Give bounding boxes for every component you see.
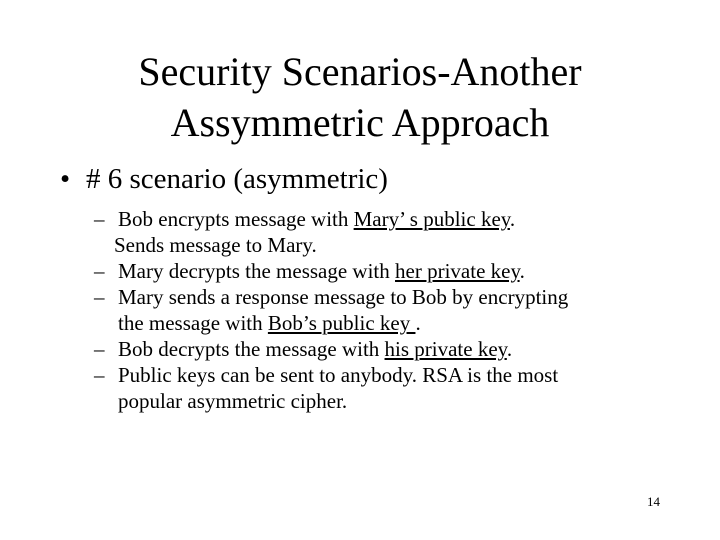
sub-item-text: . xyxy=(509,207,516,231)
sub-item-text: Mary sends a response message to Bob by encrypting xyxy=(118,285,569,309)
dash-marker: – xyxy=(94,207,105,231)
sub-item-text: Mary decrypts the message with xyxy=(118,259,396,283)
title-line-1: Security Scenarios-Another xyxy=(138,49,582,94)
sub-item-text: . xyxy=(415,311,421,335)
sub-item-text: popular asymmetric cipher. xyxy=(118,389,348,413)
underlined-key-text: her private key xyxy=(395,259,520,283)
slide-title xyxy=(60,46,660,148)
sub-item-text: . xyxy=(506,337,513,361)
sub-bullet-list xyxy=(90,206,670,414)
sub-item-bob-encrypts xyxy=(90,206,670,258)
sub-item-public-keys xyxy=(90,362,670,414)
title-line-2: Assymmetric Approach xyxy=(170,100,550,145)
sub-item-text: Public keys can be sent to anybody. RSA is the most xyxy=(118,363,559,387)
main-bullet xyxy=(60,162,388,196)
bullet-text: # 6 scenario (asymmetric) xyxy=(86,163,388,195)
sub-item-text: Bob encrypts message with xyxy=(118,207,354,231)
bullet-marker: • xyxy=(60,163,71,195)
sub-item-text: . xyxy=(519,259,525,283)
dash-marker: – xyxy=(94,363,105,387)
slide-number: 14 xyxy=(647,494,660,509)
sub-item-text: the message with xyxy=(118,311,268,335)
underlined-key-text: Mary’ s public key xyxy=(353,207,510,231)
sub-item-text: Sends message to Mary. xyxy=(114,233,317,257)
underlined-key-text: Bob’s public key xyxy=(267,311,416,335)
sub-item-bob-decrypts xyxy=(90,336,670,362)
sub-item-mary-decrypts xyxy=(90,258,670,284)
dash-marker: – xyxy=(94,337,105,361)
sub-item-text: Bob decrypts the message with xyxy=(118,337,385,361)
dash-marker: – xyxy=(94,259,105,283)
underlined-key-text: his private key xyxy=(384,337,507,361)
dash-marker: – xyxy=(94,285,105,309)
sub-item-mary-responds xyxy=(90,284,670,336)
